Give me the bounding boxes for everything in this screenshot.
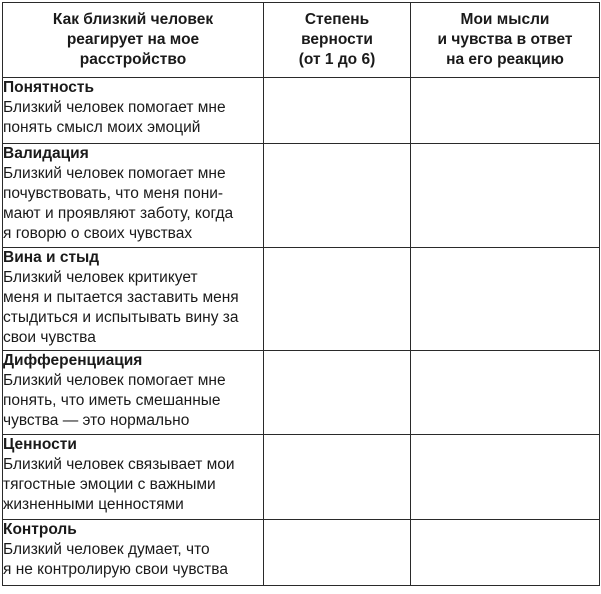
row-title: Понятность bbox=[3, 79, 94, 96]
thoughts-cell[interactable] bbox=[411, 78, 600, 144]
header-line: Как близкий человек bbox=[52, 11, 214, 28]
row-desc-line: я говорю о своих чувствах bbox=[3, 225, 193, 242]
row-desc-line: жизненными ценностями bbox=[3, 496, 184, 513]
thoughts-cell[interactable] bbox=[411, 520, 600, 586]
reaction-worksheet-table bbox=[2, 2, 600, 586]
reaction-cell bbox=[3, 144, 264, 248]
header-reaction bbox=[3, 3, 264, 78]
row-desc-line: Близкий человек думает, что bbox=[3, 541, 210, 558]
row-desc-line: стыдиться и испытывать вину за bbox=[3, 309, 239, 326]
thoughts-cell[interactable] bbox=[411, 435, 600, 520]
row-title: Контроль bbox=[3, 521, 77, 538]
table-row bbox=[3, 351, 600, 435]
row-desc-line: Близкий человек помогает мне bbox=[3, 165, 226, 182]
header-line: на его реакцию bbox=[446, 51, 564, 68]
row-desc-line: я не контролирую свои чувства bbox=[3, 561, 228, 578]
header-rating bbox=[264, 3, 411, 78]
row-desc-line: свои чувства bbox=[3, 329, 96, 346]
header-line: Степень bbox=[304, 11, 370, 28]
table-row bbox=[3, 78, 600, 144]
rating-cell[interactable] bbox=[264, 435, 411, 520]
rating-cell[interactable] bbox=[264, 78, 411, 144]
header-line: реагирует на мое bbox=[66, 31, 200, 48]
table-row bbox=[3, 435, 600, 520]
reaction-cell bbox=[3, 520, 264, 586]
header-line: (от 1 до 6) bbox=[298, 51, 376, 68]
row-desc-line: понять смысл моих эмоций bbox=[3, 119, 201, 136]
row-desc-line: мают и проявляют заботу, когда bbox=[3, 205, 234, 222]
reaction-cell bbox=[3, 248, 264, 351]
row-title: Дифференциация bbox=[3, 352, 143, 369]
rating-cell[interactable] bbox=[264, 144, 411, 248]
row-desc-line: тягостные эмоции с важными bbox=[3, 476, 216, 493]
rating-cell[interactable] bbox=[264, 351, 411, 435]
table-row bbox=[3, 520, 600, 586]
row-title: Ценности bbox=[3, 436, 77, 453]
header-line: и чувства в ответ bbox=[437, 31, 573, 48]
row-desc-line: чувства — это нормально bbox=[3, 412, 190, 429]
table-row bbox=[3, 248, 600, 351]
thoughts-cell[interactable] bbox=[411, 144, 600, 248]
header-line: верности bbox=[301, 31, 373, 48]
table-row bbox=[3, 144, 600, 248]
row-desc-line: Близкий человек критикует bbox=[3, 269, 198, 286]
thoughts-cell[interactable] bbox=[411, 351, 600, 435]
header-line: расстройство bbox=[79, 51, 187, 68]
row-desc-line: Близкий человек связывает мои bbox=[3, 456, 235, 473]
row-desc-line: понять, что иметь смешанные bbox=[3, 392, 221, 409]
reaction-cell bbox=[3, 78, 264, 144]
thoughts-cell[interactable] bbox=[411, 248, 600, 351]
reaction-cell bbox=[3, 351, 264, 435]
reaction-cell bbox=[3, 435, 264, 520]
rating-cell[interactable] bbox=[264, 520, 411, 586]
row-desc-line: Близкий человек помогает мне bbox=[3, 99, 226, 116]
row-title: Вина и стыд bbox=[3, 249, 100, 266]
header-thoughts bbox=[411, 3, 600, 78]
row-desc-line: меня и пытается заставить меня bbox=[3, 289, 239, 306]
row-desc-line: Близкий человек помогает мне bbox=[3, 372, 226, 389]
row-desc-line: почувствовать, что меня пони- bbox=[3, 185, 224, 202]
header-line: Мои мысли bbox=[460, 11, 550, 28]
rating-cell[interactable] bbox=[264, 248, 411, 351]
header-row bbox=[3, 3, 600, 78]
row-title: Валидация bbox=[3, 145, 89, 162]
